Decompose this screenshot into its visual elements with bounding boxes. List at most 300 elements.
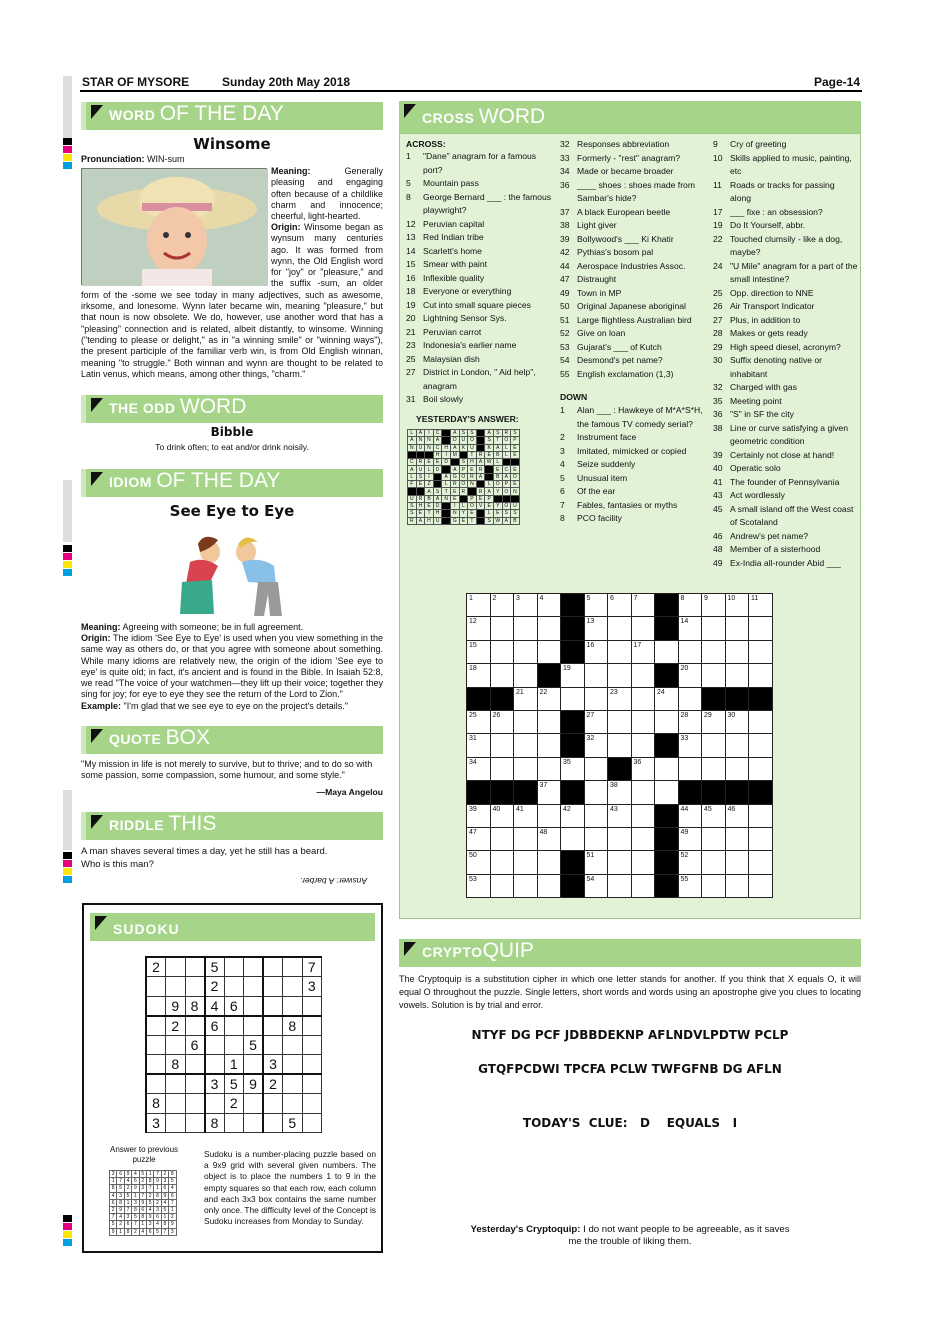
grid-cell[interactable]: [655, 757, 679, 780]
grid-cell[interactable]: [490, 851, 514, 874]
sudoku-cell[interactable]: [263, 977, 283, 997]
grid-cell[interactable]: 32: [584, 734, 608, 757]
sudoku-cell[interactable]: [244, 1094, 264, 1114]
clue-item: [713, 354, 858, 381]
sudoku-cell[interactable]: [166, 1094, 186, 1114]
grid-cell[interactable]: 1: [467, 594, 491, 617]
sudoku-cell[interactable]: [283, 1055, 303, 1075]
grid-cell[interactable]: 42: [561, 804, 585, 827]
sudoku-cell[interactable]: [302, 996, 322, 1016]
answer-letter: M: [450, 451, 459, 458]
clue-text: Imitated, mimicked or copied: [577, 445, 687, 456]
grid-cell[interactable]: [702, 734, 726, 757]
grid-cell[interactable]: 31: [467, 734, 491, 757]
grid-cell[interactable]: [608, 617, 632, 640]
clue-number: 16: [406, 272, 416, 283]
clue-number: 33: [560, 152, 570, 163]
clue-number: 3: [560, 445, 565, 456]
sudoku-cell[interactable]: 5: [283, 1113, 303, 1133]
clue-text: Boil slowly: [423, 394, 464, 404]
grid-cell[interactable]: 17: [631, 640, 655, 663]
grid-cell[interactable]: [608, 874, 632, 897]
grid-cell[interactable]: 38: [608, 781, 632, 804]
clue-number: 24: [713, 260, 723, 271]
grid-cell[interactable]: 22: [537, 687, 561, 710]
grid-cell[interactable]: 47: [467, 827, 491, 850]
clue-text: Plus, in addition to: [730, 314, 801, 325]
sudoku-cell[interactable]: [205, 1035, 225, 1055]
grid-cell[interactable]: [584, 664, 608, 687]
grid-cell[interactable]: [514, 617, 538, 640]
answer-cell: 2: [169, 1214, 176, 1221]
grid-cell[interactable]: [514, 664, 538, 687]
clue-item: [713, 408, 858, 422]
answer-cell: 6: [161, 1185, 168, 1192]
sudoku-cell[interactable]: [302, 1055, 322, 1075]
clue-item: [713, 314, 858, 328]
grid-cell[interactable]: 24: [655, 687, 679, 710]
sudoku-cell[interactable]: [185, 957, 205, 977]
sudoku-cell[interactable]: [244, 977, 264, 997]
sudoku-cell[interactable]: 8: [166, 1055, 186, 1075]
sudoku-cell[interactable]: [283, 957, 303, 977]
grid-cell[interactable]: [702, 664, 726, 687]
sudoku-cell[interactable]: [244, 996, 264, 1016]
answer-letter: R: [459, 488, 468, 495]
grid-cell[interactable]: [702, 827, 726, 850]
grid-cell[interactable]: [749, 710, 773, 733]
sudoku-cell[interactable]: [263, 957, 283, 977]
sudoku-cell[interactable]: [263, 1113, 283, 1133]
black-square: [485, 466, 494, 473]
grid-cell[interactable]: [725, 874, 749, 897]
clue-number: 28: [713, 328, 723, 338]
grid-cell[interactable]: [608, 827, 632, 850]
answer-letter: O: [459, 473, 468, 480]
grid-cell[interactable]: 5: [584, 594, 608, 617]
grid-cell[interactable]: 19: [561, 664, 585, 687]
answer-letter: T: [468, 517, 477, 524]
grid-cell[interactable]: [608, 851, 632, 874]
answer-cell: 1: [146, 1171, 153, 1178]
grid-cell[interactable]: 18: [467, 664, 491, 687]
clue-text: Town in MP: [577, 287, 622, 298]
black-square: [561, 594, 585, 617]
grid-cell[interactable]: [749, 664, 773, 687]
clue-item: [406, 218, 554, 232]
grid-cell[interactable]: [537, 734, 561, 757]
grid-cell[interactable]: [725, 851, 749, 874]
grid-cell[interactable]: [584, 687, 608, 710]
clue-text: ____ shoes : shoes made from Sambar's hide?: [577, 179, 695, 203]
sudoku-cell[interactable]: [166, 1074, 186, 1094]
sudoku-cell[interactable]: [185, 1094, 205, 1114]
grid-cell[interactable]: [537, 640, 561, 663]
clue-number: 19: [406, 299, 416, 310]
sudoku-cell[interactable]: [205, 1055, 225, 1075]
sudoku-cell[interactable]: 3: [302, 977, 322, 997]
grid-cell[interactable]: 27: [584, 710, 608, 733]
sudoku-cell[interactable]: [146, 1016, 166, 1036]
grid-cell[interactable]: [537, 757, 561, 780]
grid-cell[interactable]: 16: [584, 640, 608, 663]
grid-cell[interactable]: 3: [514, 594, 538, 617]
clue-item: [560, 219, 710, 233]
sudoku-cell[interactable]: [205, 1094, 225, 1114]
answer-letter: P: [459, 466, 468, 473]
grid-cell[interactable]: 51: [584, 851, 608, 874]
grid-cell[interactable]: [702, 617, 726, 640]
grid-cell[interactable]: 44: [678, 804, 702, 827]
grid-cell[interactable]: [725, 734, 749, 757]
grid-cell[interactable]: [655, 710, 679, 733]
sudoku-cell[interactable]: [185, 1055, 205, 1075]
grid-cell[interactable]: [490, 757, 514, 780]
sudoku-cell[interactable]: [283, 977, 303, 997]
answer-letter: R: [476, 488, 485, 495]
grid-cell[interactable]: [514, 710, 538, 733]
sudoku-cell[interactable]: 8: [185, 996, 205, 1016]
grid-cell[interactable]: [631, 851, 655, 874]
answer-letter: S: [416, 473, 425, 480]
answer-letter: A: [493, 444, 502, 451]
grid-cell[interactable]: 34: [467, 757, 491, 780]
grid-cell[interactable]: 39: [467, 804, 491, 827]
grid-cell[interactable]: 54: [584, 874, 608, 897]
black-square: [408, 488, 417, 495]
clue-number: 15: [406, 259, 416, 269]
sudoku-cell[interactable]: [302, 1016, 322, 1036]
grid-cell[interactable]: [584, 781, 608, 804]
answer-cell: 1: [169, 1206, 176, 1213]
grid-cell[interactable]: [561, 827, 585, 850]
sudoku-cell[interactable]: 2: [166, 1016, 186, 1036]
answer-letter: Y: [459, 510, 468, 517]
answer-cell: 8: [139, 1214, 146, 1221]
sudoku-cell[interactable]: [302, 1035, 322, 1055]
grid-cell[interactable]: 50: [467, 851, 491, 874]
grid-cell[interactable]: [490, 874, 514, 897]
grid-cell[interactable]: [678, 640, 702, 663]
grid-cell[interactable]: [514, 734, 538, 757]
grid-cell[interactable]: 12: [467, 617, 491, 640]
grid-cell[interactable]: [749, 617, 773, 640]
answer-letter: S: [468, 430, 477, 437]
grid-cell[interactable]: 6: [608, 594, 632, 617]
grid-cell[interactable]: [537, 617, 561, 640]
sudoku-cell[interactable]: [146, 1055, 166, 1075]
sudoku-cell[interactable]: 5: [224, 1074, 244, 1094]
grid-cell[interactable]: [631, 734, 655, 757]
clue-item: [560, 233, 710, 247]
answer-letter: N: [425, 437, 434, 444]
grid-cell[interactable]: 29: [702, 710, 726, 733]
grid-cell[interactable]: [631, 710, 655, 733]
grid-cell[interactable]: [631, 781, 655, 804]
grid-cell[interactable]: [725, 664, 749, 687]
grid-cell[interactable]: 21: [514, 687, 538, 710]
black-square: [468, 488, 477, 495]
sudoku-cell[interactable]: [166, 957, 186, 977]
grid-cell[interactable]: [631, 827, 655, 850]
grid-cell[interactable]: [608, 734, 632, 757]
grid-cell[interactable]: 13: [584, 617, 608, 640]
grid-cell[interactable]: 28: [678, 710, 702, 733]
answer-letter: A: [502, 517, 511, 524]
grid-cell[interactable]: [584, 827, 608, 850]
clue-item: [406, 339, 554, 353]
grid-cell[interactable]: 46: [725, 804, 749, 827]
sudoku-cell[interactable]: 4: [205, 996, 225, 1016]
grid-cell[interactable]: 37: [537, 781, 561, 804]
black-square: [459, 495, 468, 502]
answer-letter: H: [433, 510, 442, 517]
sudoku-cell[interactable]: [146, 1035, 166, 1055]
grid-cell[interactable]: [608, 640, 632, 663]
black-square: [490, 687, 514, 710]
grid-cell[interactable]: [490, 827, 514, 850]
answer-cell: 9: [124, 1171, 131, 1178]
sudoku-cell[interactable]: [283, 996, 303, 1016]
answer-letter: S: [459, 430, 468, 437]
clue-item: [406, 177, 554, 191]
sudoku-cell[interactable]: 7: [302, 957, 322, 977]
black-square: [493, 495, 502, 502]
sudoku-cell[interactable]: 5: [244, 1035, 264, 1055]
grid-cell[interactable]: [631, 687, 655, 710]
grid-cell[interactable]: [749, 640, 773, 663]
grid-cell[interactable]: 36: [631, 757, 655, 780]
sudoku-cell[interactable]: 6: [224, 996, 244, 1016]
grid-cell[interactable]: 15: [467, 640, 491, 663]
sudoku-cell[interactable]: [283, 1094, 303, 1114]
grid-cell[interactable]: [514, 640, 538, 663]
sudoku-cell[interactable]: 1: [224, 1055, 244, 1075]
answer-letter: E: [416, 481, 425, 488]
sudoku-cell[interactable]: 2: [263, 1074, 283, 1094]
clue-number: 40: [713, 463, 723, 473]
grid-cell[interactable]: [514, 874, 538, 897]
sudoku-cell[interactable]: [302, 1094, 322, 1114]
grid-cell[interactable]: 20: [678, 664, 702, 687]
clue-item: [406, 326, 554, 340]
grid-cell[interactable]: 7: [631, 594, 655, 617]
grid-cell[interactable]: [514, 827, 538, 850]
grid-cell[interactable]: 25: [467, 710, 491, 733]
grid-cell[interactable]: [749, 757, 773, 780]
sudoku-cell[interactable]: [185, 1074, 205, 1094]
sudoku-cell[interactable]: 6: [185, 1035, 205, 1055]
grid-cell[interactable]: [514, 757, 538, 780]
grid-cell[interactable]: [514, 851, 538, 874]
grid-cell[interactable]: 10: [725, 594, 749, 617]
clue-number: 52: [560, 328, 570, 338]
answer-letter: O: [468, 437, 477, 444]
black-square: [459, 451, 468, 458]
grid-cell[interactable]: [749, 734, 773, 757]
answer-cell: 9: [154, 1178, 161, 1185]
sudoku-cell[interactable]: [244, 957, 264, 977]
grid-cell[interactable]: 23: [608, 687, 632, 710]
sudoku-cell[interactable]: [302, 1113, 322, 1133]
sudoku-cell[interactable]: [185, 1113, 205, 1133]
sudoku-cell[interactable]: [146, 977, 166, 997]
sudoku-cell[interactable]: [185, 977, 205, 997]
grid-cell[interactable]: 4: [537, 594, 561, 617]
sudoku-cell[interactable]: 9: [166, 996, 186, 1016]
sudoku-band: SUDOKU: [90, 913, 375, 941]
answer-letter: A: [450, 430, 459, 437]
answer-cell: 9: [139, 1199, 146, 1206]
grid-cell[interactable]: [584, 804, 608, 827]
grid-cell[interactable]: [702, 640, 726, 663]
grid-cell[interactable]: [749, 851, 773, 874]
sudoku-cell[interactable]: 8: [205, 1113, 225, 1133]
grid-cell[interactable]: 49: [678, 827, 702, 850]
grid-cell[interactable]: [749, 804, 773, 827]
sudoku-cell[interactable]: [283, 1074, 303, 1094]
clue-number: 18: [406, 286, 416, 296]
sudoku-cell[interactable]: [302, 1074, 322, 1094]
grid-cell[interactable]: [631, 874, 655, 897]
sudoku-cell[interactable]: 3: [205, 1074, 225, 1094]
sudoku-cell[interactable]: 2: [146, 957, 166, 977]
grid-cell[interactable]: 45: [702, 804, 726, 827]
grid-cell[interactable]: 8: [678, 594, 702, 617]
grid-cell[interactable]: 2: [490, 594, 514, 617]
clue-number: 20: [406, 313, 416, 323]
answer-letter: S: [408, 510, 417, 517]
answer-letter: Y: [493, 502, 502, 509]
clue-item: [560, 445, 710, 459]
grid-cell[interactable]: [490, 640, 514, 663]
grid-cell[interactable]: 53: [467, 874, 491, 897]
clue-text: Mountain pass: [423, 178, 479, 188]
grid-cell[interactable]: 43: [608, 804, 632, 827]
answer-letter: K: [459, 444, 468, 451]
grid-cell[interactable]: [702, 757, 726, 780]
sudoku-cell[interactable]: 8: [283, 1016, 303, 1036]
sudoku-cell[interactable]: [185, 1016, 205, 1036]
grid-cell[interactable]: [537, 710, 561, 733]
sudoku-cell[interactable]: 6: [205, 1016, 225, 1036]
grid-cell[interactable]: 48: [537, 827, 561, 850]
grid-cell[interactable]: [608, 710, 632, 733]
grid-cell[interactable]: 41: [514, 804, 538, 827]
sudoku-cell[interactable]: [146, 1074, 166, 1094]
sudoku-cell[interactable]: [224, 977, 244, 997]
grid-cell[interactable]: 33: [678, 734, 702, 757]
grid-cell[interactable]: [655, 781, 679, 804]
grid-cell[interactable]: 30: [725, 710, 749, 733]
grid-cell[interactable]: 52: [678, 851, 702, 874]
grid-cell[interactable]: 55: [678, 874, 702, 897]
grid-cell[interactable]: [584, 757, 608, 780]
grid-cell[interactable]: [537, 874, 561, 897]
sudoku-cell[interactable]: [224, 1035, 244, 1055]
grid-cell[interactable]: [537, 804, 561, 827]
answer-cell: 5: [161, 1206, 168, 1213]
grid-cell[interactable]: 11: [749, 594, 773, 617]
sudoku-cell[interactable]: 5: [205, 957, 225, 977]
grid-cell[interactable]: 26: [490, 710, 514, 733]
grid-cell[interactable]: [631, 617, 655, 640]
grid-cell[interactable]: [608, 664, 632, 687]
grid-cell[interactable]: [490, 617, 514, 640]
sudoku-cell[interactable]: [263, 1094, 283, 1114]
grid-cell[interactable]: [655, 640, 679, 663]
sudoku-cell[interactable]: [224, 1016, 244, 1036]
down-col-3: [713, 138, 858, 570]
sudoku-cell[interactable]: [224, 1113, 244, 1133]
grid-cell[interactable]: [725, 617, 749, 640]
clue-item: [713, 206, 858, 220]
sudoku-cell[interactable]: 2: [224, 1094, 244, 1114]
grid-cell[interactable]: 40: [490, 804, 514, 827]
sudoku-cell[interactable]: [244, 1055, 264, 1075]
sudoku-cell[interactable]: [166, 977, 186, 997]
sudoku-cell[interactable]: 3: [146, 1113, 166, 1133]
grid-cell[interactable]: [490, 734, 514, 757]
sudoku-cell[interactable]: 3: [263, 1055, 283, 1075]
answer-cell: 4: [161, 1199, 168, 1206]
grid-cell[interactable]: [702, 874, 726, 897]
answer-cell: 2: [154, 1199, 161, 1206]
yesterday-answer-grid: [407, 429, 520, 525]
clue-text: Unusual item: [577, 472, 628, 483]
answer-cell: 9: [169, 1221, 176, 1228]
grid-cell[interactable]: [702, 851, 726, 874]
answer-letter: V: [476, 502, 485, 509]
sudoku-cell[interactable]: 9: [244, 1074, 264, 1094]
sudoku-cell[interactable]: [166, 1113, 186, 1133]
sudoku-cell[interactable]: [263, 996, 283, 1016]
grid-cell[interactable]: [725, 827, 749, 850]
sudoku-cell[interactable]: [244, 1113, 264, 1133]
grid-cell[interactable]: [631, 804, 655, 827]
sudoku-cell[interactable]: [283, 1035, 303, 1055]
sudoku-cell[interactable]: [146, 996, 166, 1016]
sudoku-cell[interactable]: [263, 1016, 283, 1036]
grid-cell[interactable]: [678, 757, 702, 780]
grid-cell[interactable]: 14: [678, 617, 702, 640]
clue-number: 32: [713, 382, 723, 392]
grid-cell[interactable]: [537, 851, 561, 874]
clue-text: Roads or tracks for passing along: [730, 179, 835, 203]
sudoku-cell[interactable]: 2: [205, 977, 225, 997]
grid-cell[interactable]: [490, 664, 514, 687]
grid-cell[interactable]: [725, 757, 749, 780]
sudoku-cell[interactable]: [166, 1035, 186, 1055]
sudoku-cell[interactable]: [244, 1016, 264, 1036]
riddle-line-2: Who is this man?: [81, 859, 154, 870]
sudoku-cell[interactable]: [263, 1035, 283, 1055]
odd-word-definition: To drink often; to eat and/or drink noisily.: [155, 442, 309, 452]
answer-letter: I: [425, 473, 434, 480]
grid-cell[interactable]: [749, 874, 773, 897]
grid-cell[interactable]: 9: [702, 594, 726, 617]
grid-cell[interactable]: [749, 827, 773, 850]
sudoku-cell[interactable]: 8: [146, 1094, 166, 1114]
grid-cell[interactable]: [631, 664, 655, 687]
across-col-2: [560, 138, 710, 526]
answer-letter: R: [476, 451, 485, 458]
grid-cell[interactable]: 35: [561, 757, 585, 780]
grid-cell[interactable]: [561, 687, 585, 710]
grid-cell[interactable]: [678, 687, 702, 710]
grid-cell[interactable]: [725, 640, 749, 663]
sudoku-cell[interactable]: [224, 957, 244, 977]
